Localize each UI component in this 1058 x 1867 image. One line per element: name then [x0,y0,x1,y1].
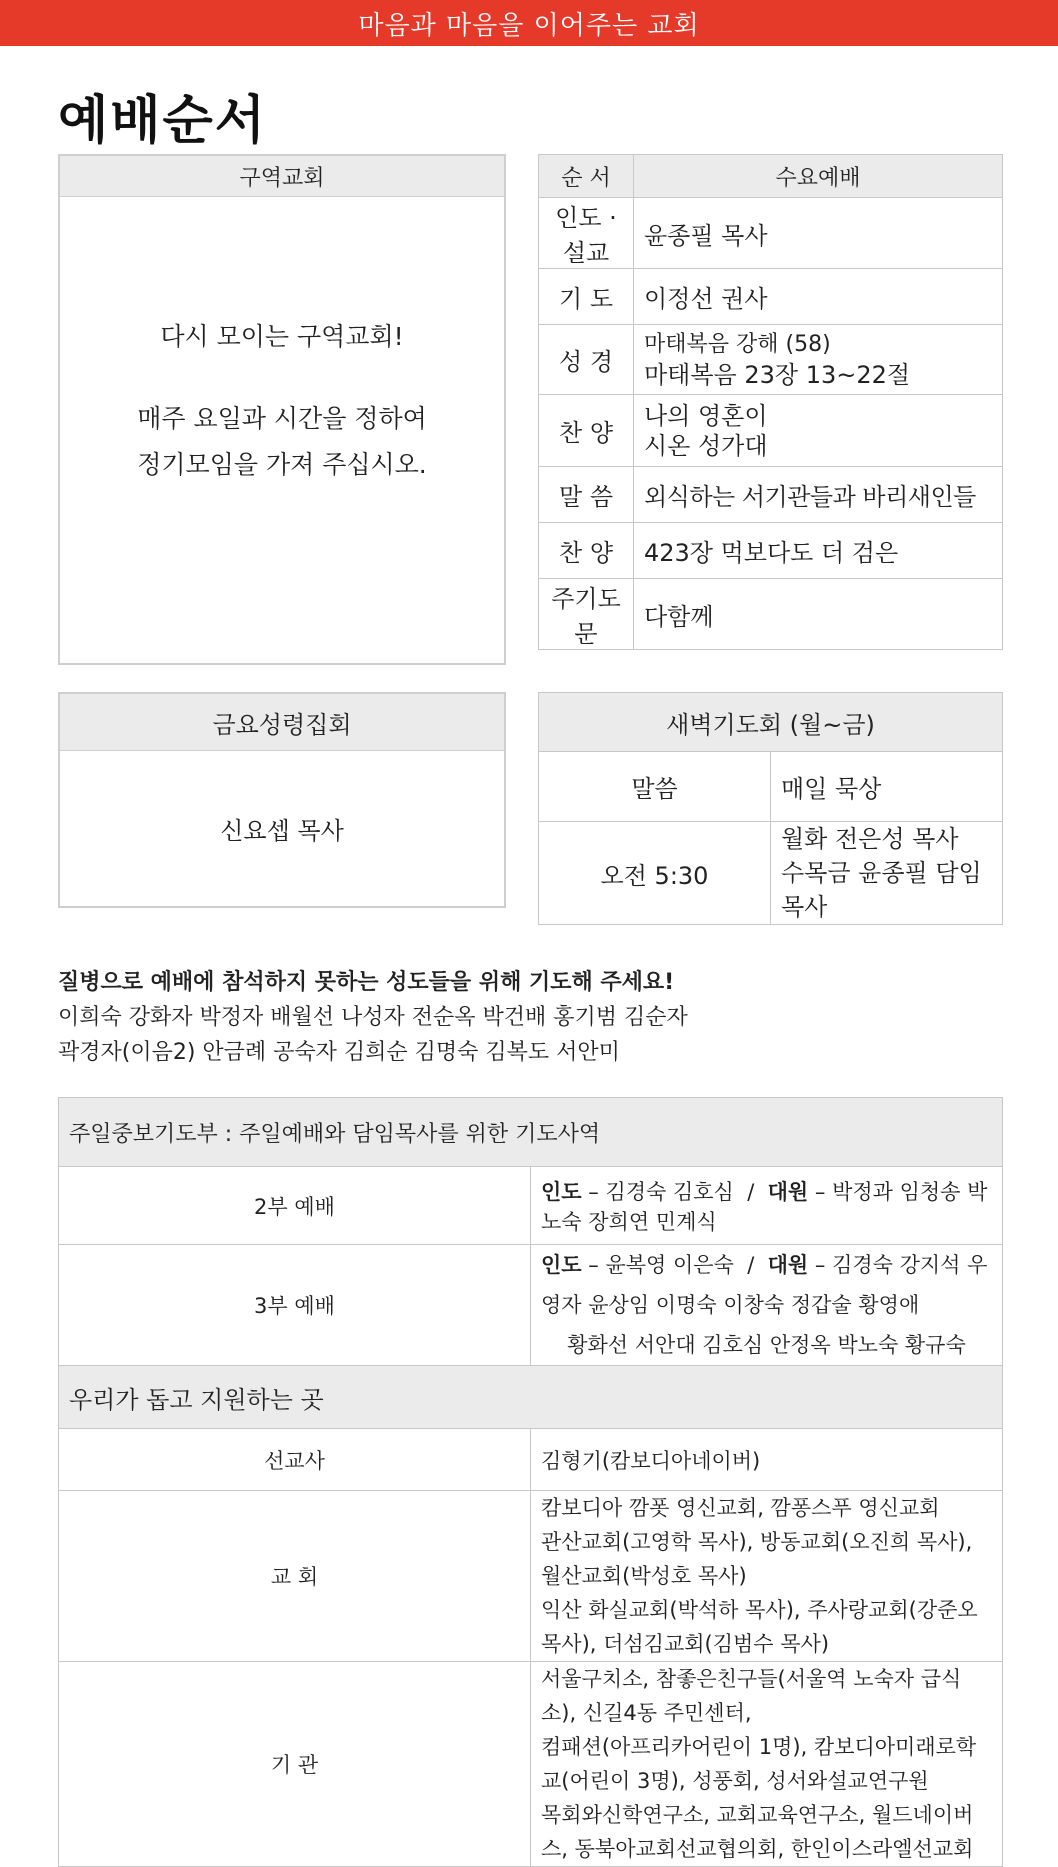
order-value-line: 시온 성가대 [644,431,768,460]
regional-line-3: 정기모임을 가져 주십시오. [137,450,427,479]
dawn-header-row [539,693,1003,752]
support-value-line: 컴패션(아프리카어린이 1명), 캄보디아미래로학교(어린이 3명), 성풍회, 성서와설교연구원 [541,1735,977,1793]
wednesday-order-table [538,154,1003,650]
dawn-label: 말씀 [539,752,771,822]
daewon-value: 김경숙 강지석 우영자 윤상임 이명숙 이창숙 정갑술 황영애 [541,1253,988,1317]
order-value: 423장 먹보다도 더 검은 [634,523,1003,579]
page-title: 예배순서 [58,91,267,151]
daewon-continuation: 황화선 서안대 김호심 안정옥 박노숙 황규숙 [567,1333,966,1357]
order-value [634,395,1003,467]
dawn-value: 매일 묵상 [771,752,1003,822]
table-row [59,1245,1003,1366]
dawn-value-line: 월화 전은성 목사 [781,825,959,853]
table-row [539,579,1003,650]
friday-meeting-header: 금요성령집회 [60,694,504,751]
order-label: 기 도 [539,269,634,325]
dawn-label: 오전 5:30 [539,822,771,925]
support-value-line: 관산교회(고영학 목사), 방동교회(오진희 목사), 월산교회(박성호 목사) [541,1530,973,1588]
support-label: 교 회 [59,1491,531,1662]
daewon-key: 대원 [767,1253,809,1277]
support-label: 선교사 [59,1429,531,1491]
table-row [539,523,1003,579]
order-value [634,325,1003,395]
order-label: 말 씀 [539,467,634,523]
sick-prayer-names-1: 이희숙 강화자 박정자 배월선 나성자 전순옥 박건배 홍기범 김순자 [58,1005,688,1030]
daewon-key: 대원 [767,1179,809,1204]
table-row [539,269,1003,325]
regional-line-1: 다시 모이는 구역교회! [160,322,404,351]
service-label: 2부 예배 [59,1167,531,1245]
order-col-header-1: 순 서 [539,155,634,198]
support-title-row [59,1366,1003,1429]
banner-text: 마음과 마음을 이어주는 교회 [358,10,700,41]
table-row [539,198,1003,269]
order-value-line: 나의 영혼이 [644,401,768,430]
table-row [539,395,1003,467]
order-value: 이정선 권사 [634,269,1003,325]
table-row [539,822,1003,925]
order-value: 윤종필 목사 [634,198,1003,269]
service-members [531,1245,1003,1366]
sick-prayer-names-2: 곽경자(이음2) 안금례 공숙자 김희순 김명숙 김복도 서안미 [58,1040,620,1065]
lead-value: 윤복영 이은숙 [605,1253,734,1277]
order-col-header-2: 수요예배 [634,155,1003,198]
order-label: 성 경 [539,325,634,395]
intercession-title-row [59,1098,1003,1167]
top-banner [0,0,1058,46]
table-row [59,1167,1003,1245]
friday-meeting-body: 신요셉 목사 [220,816,344,845]
support-value: 김형기(캄보디아네이버) [531,1429,1003,1491]
order-label: 찬 양 [539,523,634,579]
intercession-support-table [58,1097,1003,1867]
regional-church-header: 구역교회 [60,156,504,197]
intercession-title: 주일중보기도부 : 주일예배와 담임목사를 위한 기도사역 [59,1098,1003,1167]
table-row [539,325,1003,395]
order-label: 주기도문 [539,579,634,650]
lead-key: 인도 [541,1179,582,1204]
order-label: 찬 양 [539,395,634,467]
support-value-line: 캄보디아 깜폿 영신교회, 깜퐁스푸 영신교회 [541,1496,940,1520]
support-title: 우리가 돕고 지원하는 곳 [59,1366,1003,1429]
support-value [531,1662,1003,1867]
service-label: 3부 예배 [59,1245,531,1366]
order-header-row [539,155,1003,198]
order-label: 인도 · 설교 [539,198,634,269]
support-value-line: 목회와신학연구소, 교회교육연구소, 월드네이버스, 동북아교회선교협의회, 한인이스라엘선교회 [541,1803,974,1861]
table-row [59,1662,1003,1867]
support-value-line: 익산 화실교회(박석하 목사), 주사랑교회(강준오 목사), 더섬김교회(김범수 목사) [541,1598,978,1656]
table-row [539,752,1003,822]
support-value [531,1491,1003,1662]
regional-line-2: 매주 요일과 시간을 정하여 [137,404,427,433]
table-row [59,1429,1003,1491]
regional-church-body [60,196,504,663]
dawn-prayer-header: 새벽기도회 (월~금) [539,693,1003,752]
lead-key: 인도 [541,1253,582,1277]
lead-value: 김경숙 김호심 [605,1179,734,1204]
friday-meeting-box [58,692,506,908]
order-value-line: 마태복음 강해 (58) [644,331,831,357]
service-members-line: 인도 – 윤복영 이은숙 / 대원 – 김경숙 강지석 우영자 윤상임 이명숙 이창숙 정갑술 황영애 [541,1253,988,1317]
table-row [539,467,1003,523]
dawn-value [771,822,1003,925]
order-value: 외식하는 서기관들과 바리새인들 [634,467,1003,523]
sick-prayer-title: 질병으로 예배에 참석하지 못하는 성도들을 위해 기도해 주세요! [58,970,675,995]
table-row [59,1491,1003,1662]
regional-church-box [58,154,506,665]
dawn-value-line: 수목금 윤종필 담임목사 [781,859,982,921]
dawn-prayer-table [538,692,1003,925]
support-label: 기 관 [59,1662,531,1867]
support-value-line: 서울구치소, 참좋은친구들(서울역 노숙자 급식소), 신길4동 주민센터, [541,1667,962,1725]
sick-prayer-section [58,965,688,1070]
service-members: 인도 – 김경숙 김호심 / 대원 – 박정과 임청송 박노숙 장희연 민계식 [531,1167,1003,1245]
daewon-value: 박정과 임청송 박노숙 장희연 민계식 [541,1179,988,1234]
order-value: 다함께 [634,579,1003,650]
order-value-line: 마태복음 23장 13~22절 [644,360,911,389]
